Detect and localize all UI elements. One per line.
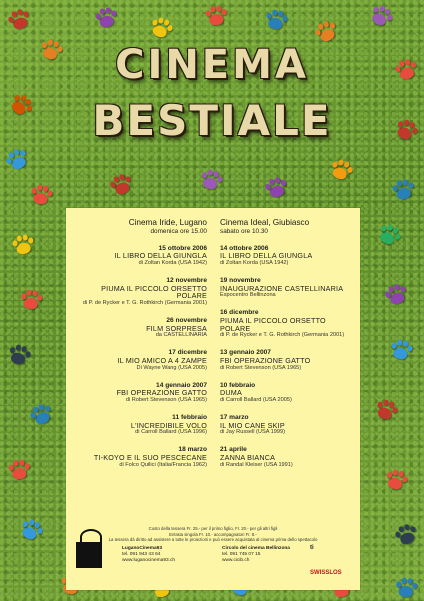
screening-date: 17 marzo (220, 414, 249, 422)
screening-credit: di Randal Kleiser (USA 1991) (220, 461, 293, 468)
paw-print-icon (392, 522, 420, 548)
paw-print-icon (263, 175, 289, 200)
screening-credit: da CASTELLINARIA (155, 332, 207, 339)
ticket-info (66, 526, 360, 543)
screening-credit: Di Wayne Wang (USA 2005) (136, 364, 207, 371)
screening-entry (79, 414, 207, 437)
paw-print-icon (19, 289, 43, 311)
screening-date: 11 febbraio (172, 414, 207, 422)
org-website[interactable]: www.cicib.ch (222, 558, 250, 563)
screening-date: 18 marzo (178, 446, 207, 454)
screening-credit: di Zoltan Korda (USA 1942) (220, 259, 289, 266)
screening-credit: di Robert Stevenson (USA 1965) (125, 396, 207, 403)
screening-entry (220, 414, 352, 437)
screening-date: 12 novembre (166, 276, 207, 284)
swisslos-logo: SWISSLOS (310, 570, 342, 576)
org-phone: tel. 091 943 43 64 (122, 552, 161, 557)
paw-print-icon (7, 459, 31, 481)
screening-entry (79, 245, 207, 268)
paw-print-icon (198, 167, 224, 192)
paw-print-icon (372, 397, 400, 423)
paw-print-icon (93, 6, 118, 30)
cinema-schedule: domenica ore 15.00 (150, 228, 207, 235)
cinema-name: Cinema Ideal, Giubiasco (220, 218, 310, 227)
screening-credit: di Folco Quilici (Italia/Francia 1962) (119, 461, 207, 468)
screening-credit: di P. de Rycker e T. G. Rothkirch (Germania 2001) (220, 332, 345, 339)
screening-film: IL LIBRO DELLA GIUNGLA (114, 251, 207, 261)
paw-print-icon (10, 233, 35, 257)
screening-entry (79, 349, 207, 372)
paw-print-icon (383, 467, 409, 492)
screening-film: ZANNA BIANCA (220, 453, 276, 463)
screening-film: L'INCREDIBILE VOLO (130, 420, 207, 430)
paw-print-icon (394, 577, 418, 599)
screening-film: IL MIO AMICO A 4 ZAMPE (117, 355, 207, 365)
org-name: Circolo del cinema Bellinzona (222, 546, 290, 551)
screening-entry (220, 277, 352, 300)
paw-print-icon (107, 172, 135, 198)
paw-print-icon (2, 146, 31, 174)
org-website[interactable]: www.luganocinema93.ch (122, 558, 176, 563)
screening-credit: di Zoltan Korda (USA 1942) (138, 259, 207, 266)
paw-print-icon (6, 342, 32, 367)
poster-title-line1: CINEMA (115, 42, 309, 88)
screening-film: PIUMA IL PICCOLO ORSETTO POLARE (101, 283, 207, 301)
program-column-giubiasco (220, 218, 352, 479)
paw-print-icon (263, 8, 288, 32)
screening-date: 17 dicembre (168, 349, 207, 357)
screening-film: IL LIBRO DELLA GIUNGLA (220, 251, 313, 261)
paw-print-icon (204, 5, 228, 27)
paw-print-icon (382, 282, 410, 308)
paw-print-icon (388, 338, 413, 362)
screening-film: PIUMA IL PICCOLO ORSETTO POLARE (220, 315, 326, 333)
paw-print-icon (5, 7, 33, 33)
screening-date: 14 ottobre 2006 (220, 244, 269, 252)
program-column-lugano (79, 218, 207, 479)
screening-date: 21 aprile (220, 446, 247, 454)
screening-date: 19 novembre (220, 276, 261, 284)
screening-date: 10 febbraio (220, 381, 256, 389)
lugano-cinema-logo (74, 526, 104, 578)
ticket-single-line: Entrata singola Fr. 10.- accompagnatori Fr. 8.- (169, 531, 257, 537)
paw-print-icon (147, 15, 175, 41)
screening-credit: di Jay Russell (USA 1999) (220, 429, 285, 436)
screening-date: 13 gennaio 2007 (220, 349, 271, 357)
screening-entry (220, 446, 352, 469)
screening-entry (79, 446, 207, 469)
screening-film: FBI OPERAZIONE GATTO (220, 355, 311, 365)
screening-credit: di Robert Stevenson (USA 1965) (220, 364, 302, 371)
screening-date: 16 dicembre (220, 309, 259, 317)
screening-film: INAUGURAZIONE CASTELLINARIA (220, 283, 344, 293)
screening-entry (79, 277, 207, 307)
screening-date: 26 novembre (166, 316, 207, 324)
screening-entry (220, 349, 352, 372)
bellinzona-contact (222, 546, 290, 564)
screening-entry (79, 382, 207, 405)
screening-film: IL MIO CANE SKIP (220, 420, 285, 430)
org-phone: tel. 091 745 07 15 (222, 552, 261, 557)
paw-print-icon (28, 183, 53, 207)
screening-entry (79, 317, 207, 340)
screening-credit: Espocentro Bellinzona (220, 292, 276, 299)
lugano-contact (122, 546, 175, 564)
screening-entry (220, 245, 352, 268)
screening-credit: di Carroll Ballard (USA 2005) (220, 396, 292, 403)
paw-print-icon (27, 401, 55, 428)
ticino-logo: ti (310, 545, 314, 551)
screening-film: TI-KOYO E IL SUO PESCECANE (93, 453, 207, 463)
screening-date: 14 gennaio 2007 (156, 381, 207, 389)
cinema-name: Cinema Iride, Lugano (128, 218, 207, 227)
poster-title-line2: BESTIALE (92, 96, 332, 145)
screening-film: FBI OPERAZIONE GATTO (116, 388, 207, 398)
ticket-price-line: Costo della tessera Fr. 25.- per il primo figlio, Fr. 20.- per gli altri figli (148, 526, 278, 531)
org-name: LuganoCinema93 (122, 546, 162, 551)
screening-date: 15 ottobre 2006 (158, 244, 207, 252)
paw-print-icon (327, 157, 355, 183)
screening-entry (220, 382, 352, 405)
program-panel (66, 208, 360, 590)
screening-film: FILM SORPRESA (146, 323, 207, 333)
paw-print-icon (374, 221, 403, 249)
screening-credit: di P. de Rycker e T. G. Rothkirch (Germania 2001) (82, 299, 207, 306)
screening-entry (220, 309, 352, 339)
screening-credit: di Carroll Ballard (USA 1996) (135, 429, 207, 436)
ticket-note-line: La tessera dà diritto ad assistere a tutte le proiezioni e può essere acquistata al cinema prima dello spettacolo (108, 537, 318, 543)
paw-print-icon (17, 516, 45, 543)
cinema-schedule: sabato ore 10.30 (220, 228, 268, 235)
paw-print-icon (366, 2, 395, 30)
screening-film: DUMA (220, 388, 242, 398)
paw-print-icon (390, 178, 415, 202)
